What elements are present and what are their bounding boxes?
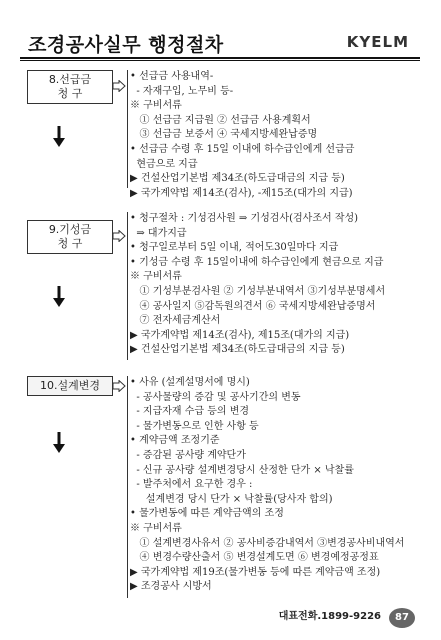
content-line: • 사유 (설계설명서에 명시) bbox=[130, 377, 250, 388]
content-line: ※ 구비서류 bbox=[130, 522, 182, 534]
content-line: • 물가변동에 따른 계약금액의 조정 bbox=[130, 508, 284, 520]
section-advance-payment bbox=[0, 70, 441, 199]
content-line: ⑦ 전자세금계산서 bbox=[130, 315, 221, 327]
content-line: - 자재구입, 노무비 등- bbox=[130, 85, 234, 97]
page-title: 조경공사실무 행정절차 bbox=[28, 34, 224, 56]
content-line: • 선급금 사용내역- bbox=[130, 71, 214, 82]
section-label-line2: 청 구 bbox=[57, 237, 83, 250]
content-line: ④ 공사일지 ⑤감독원의견서 ⑥ 국세지방세완납증명서 bbox=[130, 300, 376, 312]
content-line: • 기성금 수령 후 15일이내에 하수급인에게 현금으로 지급 bbox=[130, 256, 384, 268]
section-label-line1: 10.설계변경 bbox=[40, 379, 100, 392]
section-bracket-line bbox=[127, 376, 128, 598]
content-line: ⇒ 대가지급 bbox=[130, 227, 187, 239]
content-line: ▶ 조경공사 시방서 bbox=[130, 581, 212, 593]
section-bracket-line bbox=[127, 70, 128, 188]
section-label-box bbox=[27, 70, 113, 104]
content-line: ▶ 국가계약법 제14조(검사), -제15조(대가의 지급) bbox=[130, 187, 353, 199]
content-line: ① 기성부분검사원 ② 기성부분내역서 ③기성부분명세서 bbox=[130, 285, 386, 297]
content-line: ① 선급금 지급원 ② 선급금 사용계획서 bbox=[130, 114, 311, 126]
section-content bbox=[130, 212, 441, 358]
section-content bbox=[130, 376, 441, 595]
content-line: ※ 구비서류 bbox=[130, 271, 182, 283]
section-bracket-line bbox=[127, 212, 128, 360]
content-line: • 선급금 수령 후 15일 이내에 하수급인에게 선급금 bbox=[130, 143, 355, 155]
content-line: - 공사물량의 증감 및 공사기간의 변동 bbox=[130, 391, 301, 403]
content-line: - 물가변동으로 인한 사항 등 bbox=[130, 420, 259, 432]
content-line: ▶ 건설산업기본법 제34조(하도급대금의 지급 등) bbox=[130, 344, 345, 356]
content-line: - 발주처에서 요구한 경우 : bbox=[130, 479, 253, 491]
down-arrow-icon bbox=[52, 286, 66, 308]
content-line: ▶ 국가계약법 제19조(물가변동 등에 따른 계약금액 조정) bbox=[130, 566, 381, 578]
section-label-box bbox=[27, 220, 113, 254]
content-line: 설계변경 당시 단가 × 낙찰률(당사자 합의) bbox=[130, 493, 333, 505]
content-line: • 청구절차 : 기성검사원 ⇒ 기성검사(검사조서 작성) bbox=[130, 213, 359, 224]
content-line: • 청구일로부터 5일 이내, 적어도30일마다 지급 bbox=[130, 242, 339, 254]
section-design-change bbox=[0, 376, 441, 601]
content-line: 현금으로 지급 bbox=[130, 158, 198, 170]
section-label-line1: 9.기성금 bbox=[48, 223, 92, 236]
header-rule bbox=[20, 57, 420, 59]
content-line: - 지급자재 수급 등의 변경 bbox=[130, 406, 250, 418]
section-label-line2: 청 구 bbox=[57, 87, 83, 100]
section-label-line1: 8.선급금 bbox=[48, 73, 92, 86]
connector-arrow-icon bbox=[112, 80, 126, 92]
page-number-badge: 87 bbox=[389, 608, 415, 628]
content-line: ▶ 국가계약법 제14조(검사), 제15조(대가의 지급) bbox=[130, 329, 350, 341]
content-line: ▶ 건설산업기본법 제34조(하도급대금의 지급 등) bbox=[130, 173, 345, 185]
section-label-box bbox=[27, 376, 113, 396]
connector-arrow-icon bbox=[112, 380, 126, 392]
content-line: - 신규 공사량 설계변경당시 산정한 단가 × 낙찰률 bbox=[130, 464, 354, 476]
down-arrow-icon bbox=[52, 432, 66, 454]
connector-arrow-icon bbox=[112, 230, 126, 242]
footer-phone: 대표전화.1899-9226 bbox=[278, 611, 381, 622]
content-line: - 증감된 공사량 계약단가 bbox=[130, 449, 246, 461]
content-line: ※ 구비서류 bbox=[130, 100, 182, 112]
section-progress-payment bbox=[0, 212, 441, 362]
header-rule-thin bbox=[20, 60, 420, 61]
content-line: ③ 선급금 보증서 ④ 국세지방세완납증명 bbox=[130, 129, 318, 141]
content-line: ① 설계변경사유서 ② 공사비증감내역서 ③변경공사비내역서 bbox=[130, 537, 405, 549]
content-line: ④ 변경수량산출서 ⑤ 변경설계도면 ⑥ 변경예정공정표 bbox=[130, 552, 379, 564]
content-line: • 계약금액 조정기준 bbox=[130, 435, 220, 447]
page-header bbox=[0, 0, 441, 62]
section-content bbox=[130, 70, 441, 201]
company-logo: KYELM bbox=[346, 33, 409, 51]
down-arrow-icon bbox=[52, 126, 66, 148]
